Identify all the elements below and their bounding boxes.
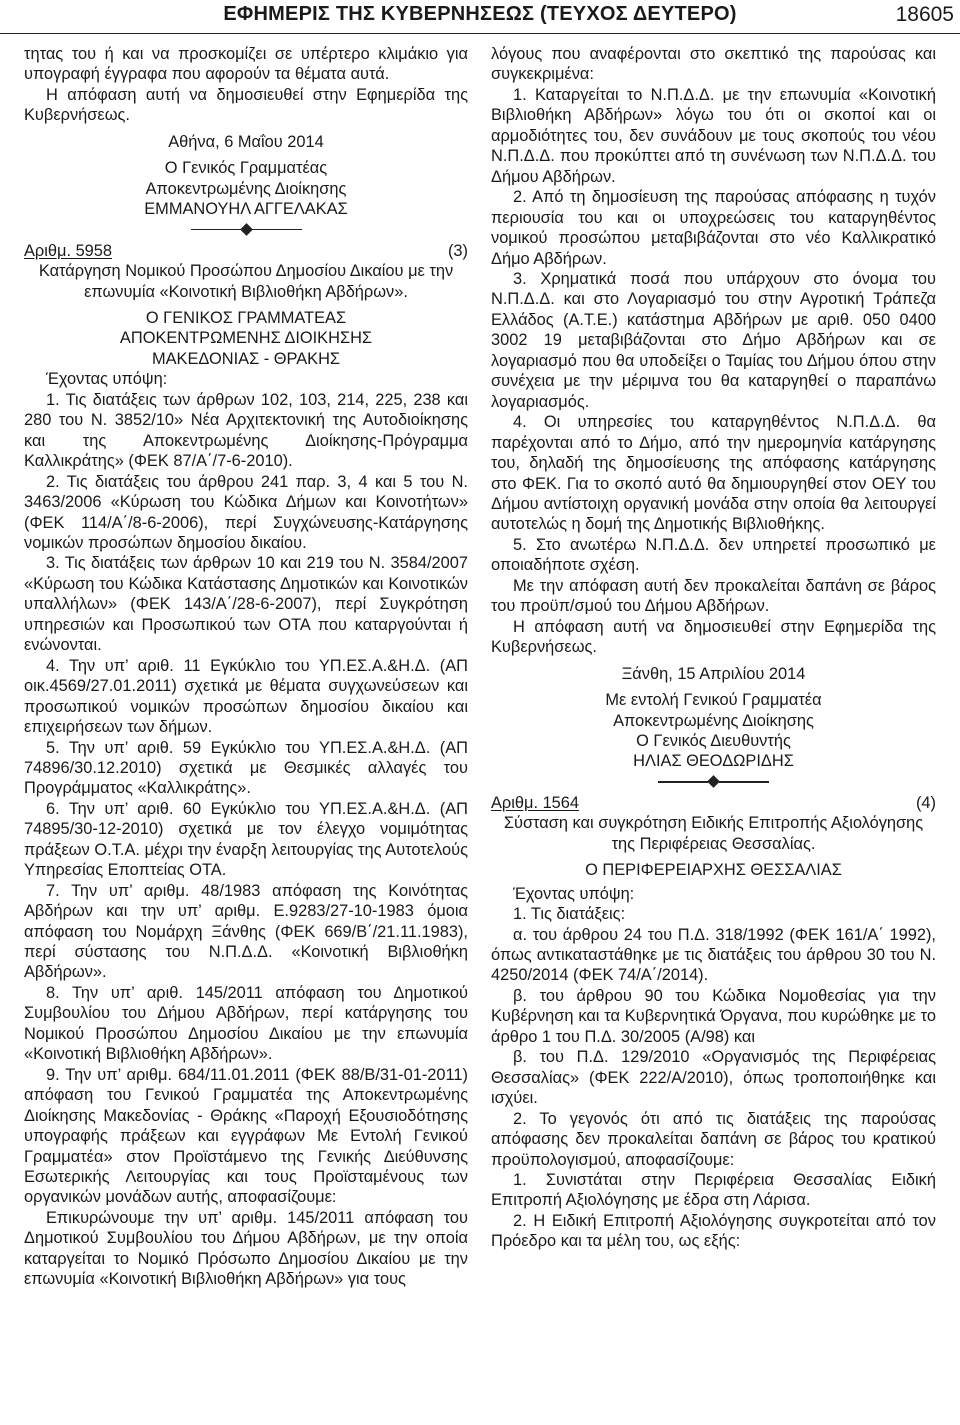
- section-separator: [491, 775, 936, 789]
- clause-paragraph: 4. Την υπ’ αριθ. 11 Εγκύκλιο του ΥΠ.ΕΣ.Α.&Η.Δ. (ΑΠ οικ.4569/27.01.2011) σχετικά με θέματα συγχωνεύσεων και προσωπικού νομικών προσώπων δημοσίου δικαίου και επιχειρήσεων των δήμων.: [24, 656, 468, 737]
- clause-paragraph: 3. Τις διατάξεις των άρθρων 10 και 219 του Ν. 3584/2007 «Κύρωση του Κώδικα Κατάστασης Δημοτικών και Κοινοτικών υπαλλήλων» (ΦΕΚ 143/Α΄/28-6-2007), περί Συγκρότηση υπηρεσιών και Προσωπικού των ΟΤΑ που καταργούνται ή ενώνονται.: [24, 554, 468, 655]
- clause-paragraph: 1. Τις διατάξεις:: [513, 905, 626, 924]
- clause-paragraph: 2. Το γεγονός ότι από τις διατάξεις της παρούσας απόφασης δεν προκαλείται δαπάνη σε βάρος του κρατικού προϋπολογισμού, αποφασίζουμε:: [491, 1109, 936, 1169]
- decree-number: Αριθμ. 1564: [491, 793, 580, 812]
- considering-heading: Έχοντας υπόψη:: [46, 370, 168, 389]
- continued-paragraph: λόγους που αναφέρονται στο σκεπτικό της παρούσας και συγκεκριμένα:: [491, 45, 936, 84]
- clause-paragraph: 3. Χρηματικά ποσά που υπάρχουν στο όνομα του Ν.Π.Δ.Δ. και στο Λογαριασμό του στην Αγροτική Τράπεζα Ελλάδος (Α.Τ.Ε.) κατάστημα Αβδήρων με αριθ. 050 0400 3002 19 μεταβιβάζονται στο Δήμο Αβδήρων και σε λογαριασμό που θα υποδείξει ο Ταμίας του Δήμου όπου στην συνέχεια με την μέριμνα του θα καταργηθεί ο παραπάνω λογαριασμός.: [491, 269, 936, 411]
- clause-paragraph: 7. Την υπ’ αριθμ. 48/1983 απόφαση της Κοινότητας Αβδήρων και την υπ’ αριθμ. Ε.9283/27-10-1983 όμοια απόφαση του Νομάρχη Ξάνθης (ΦΕΚ 669/Β΄/21.11.1983), περί σύστασης του Ν.Π.Δ.Δ. «Κοινοτική Βιβλιοθήκη Αβδήρων».: [24, 881, 468, 982]
- signature-role: Ο Γενικός Γραμματέας: [164, 159, 328, 178]
- signature-name: ΗΛΙΑΣ ΘΕΟΔΩΡΙΔΗΣ: [633, 752, 794, 771]
- considering-heading: Έχοντας υπόψη:: [513, 884, 635, 903]
- right-column: [491, 44, 936, 1252]
- decree-title: Σύσταση και συγκρότηση Ειδικής Επιτροπής Αξιολόγησης της Περιφέρειας Θεσσαλίας.: [503, 814, 924, 853]
- clause-paragraph: 6. Την υπ’ αριθ. 60 Εγκύκλιο του ΥΠ.ΕΣ.Α.&Η.Δ. (ΑΠ 74895/30-12-2010) σχετικά με τον έλεγχο νομιμότητας πράξεων Ο.Τ.Α. μέχρι την έναρξη λειτουργίας της Αυτοτελούς Υπηρεσίας Εποπτείας ΟΤΑ.: [24, 799, 468, 880]
- signature-place-date: Αθήνα, 6 Μαΐου 2014: [168, 132, 324, 151]
- clause-paragraph: 2. Τις διατάξεις του άρθρου 241 παρ. 3, 4 και 5 του Ν. 3463/2006 «Κύρωση του Κώδικα Δήμων και Κοινοτήτων» (ΦΕΚ 114/Α΄/8-6-2006), περί Συγχώνευσης-Κατάργησης νομικών προσώπων δημοσίου δικαίου.: [24, 472, 468, 552]
- clause-paragraph: 2. Η Ειδική Επιτροπή Αξιολόγησης συγκροτείται από τον Πρόεδρο και τα μέλη του, ως εξής:: [491, 1211, 936, 1251]
- decree-header: [491, 793, 936, 813]
- signature-mandate: Με εντολή Γενικού Γραμματέα: [605, 691, 822, 710]
- signature-name: ΕΜΜΑΝΟΥΗΛ ΑΓΓΕΛΑΚΑΣ: [144, 200, 348, 219]
- clause-paragraph: 1. Συνιστάται στην Περιφέρεια Θεσσαλίας Ειδική Επιτροπή Αξιολόγησης με έδρα στη Λάρισα.: [491, 1171, 936, 1210]
- authority-line: ΜΑΚΕΔΟΝΙΑΣ - ΘΡΑΚΗΣ: [151, 349, 341, 368]
- authority-line: Ο ΠΕΡΙΦΕΡΕΙΑΡΧΗΣ ΘΕΣΣΑΛΙΑΣ: [585, 861, 842, 880]
- clause-paragraph: 4. Οι υπηρεσίες του καταργηθέντος Ν.Π.Δ.Δ. θα παρέχονται από το Δήμο, από την ημερομηνία κατάργησης του, δηλαδή της δημοσίευσης της απόφασης κατάργησης στο ΦΕΚ. Για το σκοπό αυτό θα δημιουργηθεί στον ΟΕΥ του Δήμου αντίστοιχη οργανική μονάδα στην οποία θα λειτουργεί αυτοτελώς η δομή της Δημοτικής Βιβλιοθήκης.: [491, 413, 936, 534]
- clause-paragraph: 2. Από τη δημοσίευση της παρούσας απόφασης η τυχόν περιουσία του και οι υποχρεώσεις του καταργηθέντος νομικού προσώπου μεταβιβάζονται στο νέο Καλλικρατικό Δήμο Αβδήρων.: [491, 188, 936, 268]
- section-separator: [24, 223, 468, 237]
- page-number: 18605: [895, 3, 954, 26]
- page-header: [0, 0, 960, 34]
- clause-paragraph: 8. Την υπ’ αριθ. 145/2011 απόφαση του Δημοτικού Συμβουλίου του Δήμου Αβδήρων, περί κατάργησης του Νομικού Προσώπου Δημοσίου Δικαίου με την επωνυμία «Κοινοτική Βιβλιοθήκη Αβδήρων».: [24, 983, 468, 1064]
- diamond-icon: [240, 223, 253, 236]
- clause-paragraph: Επικυρώνουμε την υπ’ αριθμ. 145/2011 απόφαση του Δημοτικού Συμβουλίου του Δήμου Αβδήρων, με την οποία καταργείται το Νομικό Πρόσωπο Δημοσίου Δικαίου με την επωνυμία «Κοινοτική Βιβλιοθήκη Αβδήρων» για τους: [24, 1208, 468, 1289]
- clause-paragraph: β. του Π.Δ. 129/2010 «Οργανισμός της Περιφέρειας Θεσσαλίας» (ΦΕΚ 222/Α/2010), όπως τροποποιήθηκε και ισχύει.: [491, 1048, 936, 1108]
- clause-paragraph: α. του άρθρου 24 του Π.Δ. 318/1992 (ΦΕΚ 161/Α΄ 1992), όπως αντικαταστάθηκε με τις διατάξεις του άρθρου 30 του Ν. 4250/2014 (ΦΕΚ 74/Α΄/2014).: [491, 925, 936, 985]
- clause-paragraph: Με την απόφαση αυτή δεν προκαλείται δαπάνη σε βάρος του προϋπ/σμού του Δήμου Αβδήρων.: [491, 576, 936, 616]
- decree-header: [24, 241, 468, 261]
- clause-paragraph: 1. Τις διατάξεις των άρθρων 102, 103, 214, 225, 238 και 280 του Ν. 3852/10» Νέα Αρχιτεκτονική της Αυτοδιοίκησης και της Αποκεντρωμένης Διοίκησης-Πρόγραμμα Καλλικράτης» (ΦΕΚ 87/Α΄/7-6-2010).: [24, 390, 468, 471]
- decree-index: (3): [447, 241, 468, 260]
- decree-title: Κατάργηση Νομικού Προσώπου Δημοσίου Δικαίου με την επωνυμία «Κοινοτική Βιβλιοθήκη Αβδήρων».: [38, 262, 454, 301]
- clause-paragraph: 1. Καταργείται το Ν.Π.Δ.Δ. με την επωνυμία «Κοινοτική Βιβλιοθήκη Αβδήρων» λόγω του ότι οι σκοποί και οι αρμοδιότητες του, δεν συνάδουν με τους σκοπούς του νέου Ν.Π.Δ.Δ. που προκύπτει από τη συνένωση των Ν.Π.Δ.Δ. του Δήμου Αβδήρων.: [491, 85, 936, 186]
- clause-paragraph: 5. Στο ανωτέρω Ν.Π.Δ.Δ. δεν υπηρετεί προσωπικό με οποιαδήποτε σχέση.: [491, 535, 936, 575]
- clause-paragraph: β. του άρθρου 90 του Κώδικα Νομοθεσίας για την Κυβέρνηση και τα Κυβερνητικά Όργανα, που κυρώθηκε με το άρθρο 1 του Π.Δ. 30/2005 (Α/98) και: [491, 986, 936, 1046]
- continued-paragraph: τητας του ή και να προσκομίζει σε υπέρτερο κλιμάκιο για υπογραφή έγγραφα που αφορούν τα θέματα αυτά.: [24, 45, 468, 84]
- signature-role: Ο Γενικός Διευθυντής: [636, 731, 791, 750]
- left-column: [24, 44, 468, 1290]
- publication-clause: Η απόφαση αυτή να δημοσιευθεί στην Εφημερίδα της Κυβερνήσεως.: [491, 617, 936, 657]
- clause-paragraph: 9. Την υπ’ αριθμ. 684/11.01.2011 (ΦΕΚ 88/Β/31-01-2011) απόφαση του Γενικού Γραμματέα της Αποκεντρωμένης Διοίκησης Μακεδονίας - Θράκης «Παροχή Εξουσιοδότησης υπογραφής πράξεων και εγγράφων Με Εντολή Γενικού Γραμματέα» στον Προϊστάμενο της Γενικής Διεύθυνσης Εσωτερικής Λειτουργίας και τους Προϊσταμένους των οργανικών μονάδων αυτής, αποφασίζουμε:: [24, 1065, 468, 1207]
- gazette-title: ΕΦΗΜΕΡΙΣ ΤΗΣ ΚΥΒΕΡΝΗΣΕΩΣ (ΤΕΥΧΟΣ ΔΕΥΤΕΡΟ): [223, 3, 737, 25]
- decree-index: (4): [915, 793, 936, 812]
- authority-line: Ο ΓΕΝΙΚΟΣ ΓΡΑΜΜΑΤΕΑΣ: [145, 308, 347, 327]
- decree-number: Αριθμ. 5958: [24, 241, 113, 260]
- publication-clause: Η απόφαση αυτή να δημοσιευθεί στην Εφημερίδα της Κυβερνήσεως.: [24, 85, 468, 125]
- signature-organization: Αποκεντρωμένης Διοίκησης: [613, 711, 814, 730]
- diamond-icon: [707, 775, 720, 788]
- authority-line: ΑΠΟΚΕΝΤΡΩΜΕΝΗΣ ΔΙΟΙΚΗΣΗΣ: [119, 329, 373, 348]
- signature-place-date: Ξάνθη, 15 Απριλίου 2014: [621, 664, 806, 683]
- signature-organization: Αποκεντρωμένης Διοίκησης: [145, 179, 347, 198]
- clause-paragraph: 5. Την υπ’ αριθ. 59 Εγκύκλιο του ΥΠ.ΕΣ.Α.&Η.Δ. (ΑΠ 74896/30.12.2010) σχετικά με Θεσμικές αλλαγές του Προγράμματος «Καλλικράτης».: [24, 738, 468, 798]
